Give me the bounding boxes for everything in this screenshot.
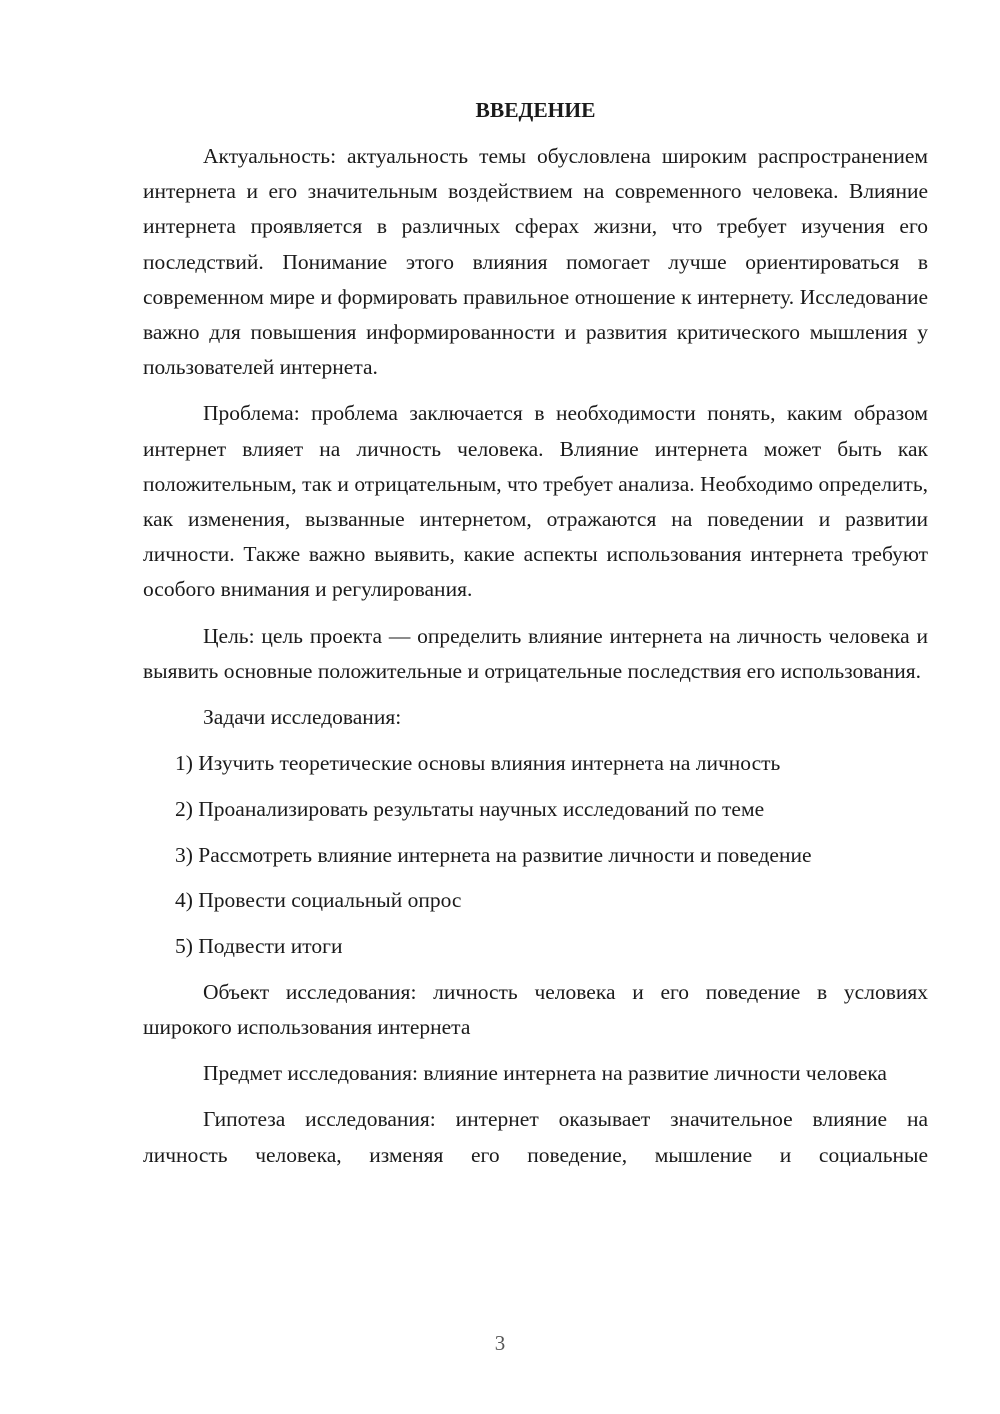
document-page — [143, 93, 928, 1184]
list-item: 5) Подвести итоги — [175, 934, 343, 959]
page-number: 3 — [494, 1331, 506, 1355]
tasks-list — [143, 746, 928, 964]
paragraph-hypothesis: Гипотеза исследования: интернет оказывает значительное влияние на личность человека, изменяя его поведение, мышление и социальные — [143, 1107, 928, 1167]
paragraph-object: Объект исследования: личность человека и его поведение в условиях широкого использования интернета — [143, 979, 928, 1039]
tasks-heading: Задачи исследования: — [203, 705, 402, 730]
list-item: 2) Проанализировать результаты научных исследований по теме — [175, 796, 765, 821]
list-item: 1) Изучить теоретические основы влияния интернета на личность — [175, 751, 781, 776]
list-item: 3) Рассмотреть влияние интернета на развитие личности и поведение — [175, 842, 812, 867]
paragraph-problem: Проблема: проблема заключается в необходимости понять, каким образом интернет влияет на личность человека. Влияние интернета может быть как положительным, так и отрицательным, что требует анализа. Необходимо определить, как изменения, вызванные интернетом, отражаются на поведении и развитии личности. Также важно выявить, какие аспекты использования интернета требуют особого внимания и регулирования. — [143, 401, 928, 602]
paragraph-relevance: Актуальность: актуальность темы обусловлена широким распространением интернета и его значительным воздействием на современного человека. Влияние интернета проявляется в различных сферах жизни, что требует изучения его последствий. Понимание этого влияния помогает лучше ориентироваться в современном мире и формировать правильное отношение к интернету. Исследование важно для повышения информированности и развития критического мышления у пользователей интернета. — [143, 144, 928, 380]
paragraph-subject: Предмет исследования: влияние интернета на развитие личности человека — [203, 1061, 887, 1086]
list-item: 4) Провести социальный опрос — [175, 888, 462, 913]
paragraph-goal: Цель: цель проекта — определить влияние интернета на личность человека и выявить основные положительные и отрицательные последствия его использования. — [143, 623, 928, 683]
section-title: ВВЕДЕНИЕ — [475, 98, 596, 122]
